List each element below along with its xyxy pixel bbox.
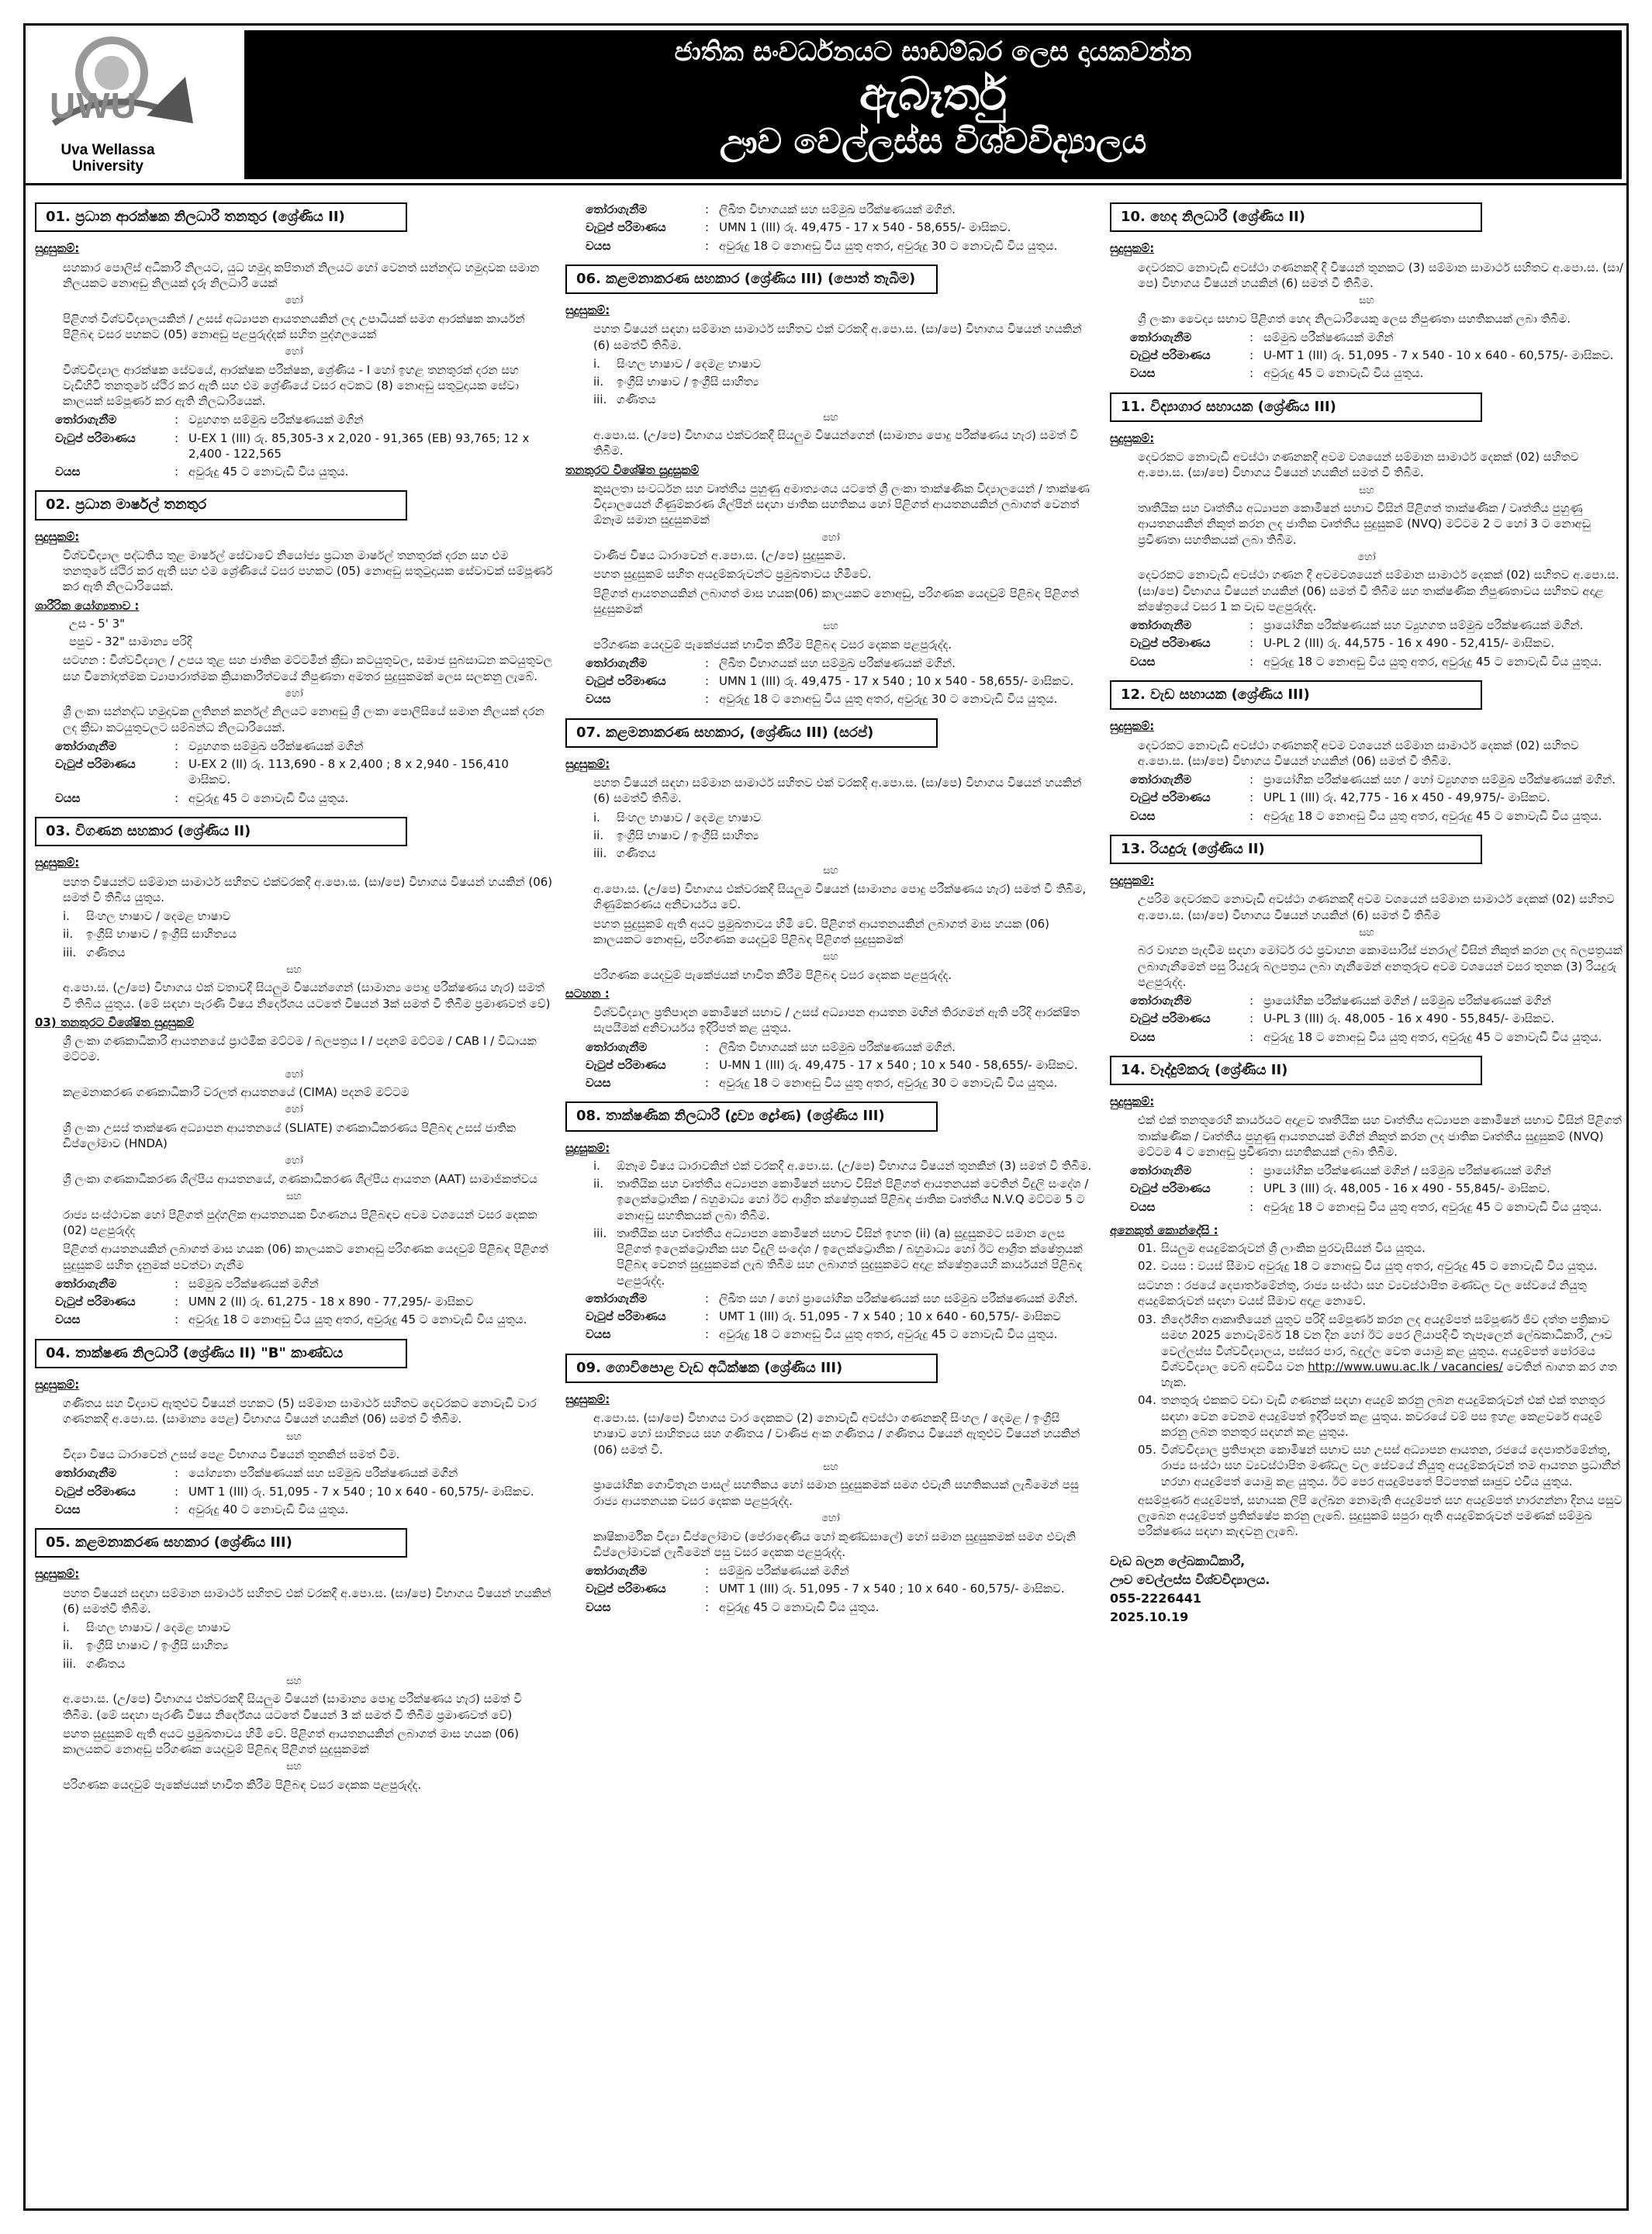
selection-row: තෝරාගැනීම : ලිඛිත විභාගයක් සහ සම්මුඛ පරීක්ෂණයක් මගින්.	[586, 202, 956, 216]
logo-letters: UWU	[50, 85, 137, 126]
general-title: අනෙකුත් කොන්දේසි :	[1110, 1222, 1218, 1237]
section-01: 01. ප්‍රධාන ආරක්ෂක නිලධාරී තනතුර (ශ්‍රේණිය II) සුදුසුකම්: සහකාර පොලිස් අධිකාරී නිලයට, යුධ හමුදා කපිතාන් නිලයට හෝ වෙනත් සන්නද්ධ හමුදාවක සමාන නිලයකට නොඅඩු නිලයක් දැරූ නිලධාරී යෙක් හෝ පිළිගත් විශ්වවිද්‍යාලයකින් / උසස් අධ්‍යාපන ආයතනයකින් ලද උපාධියක් සමග ආරක්ෂක කාර්යන් පිළිබඳ වසර පහකට (05) නොඅඩු පළපුරුද්දක් සහිත පුද්ගලයෙක් හෝ විශ්වවිද්‍යාල ආරක්ෂක සේවයේ, ආරක්ෂක පරීක්ෂක, ශ්‍රේණිය - I හෝ ඉහළ තනතුරක් දරන සහ වැඩිහිටි තනතුරේ ස්ථිර කර ඇති සහ එම ශ්‍රේණියේ වසර අටකට (8) නොඅඩු සතුටුදායක සේවා කාලයක් සම්පූර්ණ කර ඇති නිලධාරියෙක්. තෝරාගැනීම : ව්‍යුහගත සම්මුඛ පරීක්ෂණයක් මගින් වැටුප් පරිමාණය : U-EX 1 (III) රු. 85,305-3 x 2,020 - 91,365 (EB) 93,765; 12 x 2,400 - 122,565 වයස : අවුරුදු 45 ට නොවැඩි විය යුතුය.	[35, 199, 553, 479]
column-1	[35, 199, 553, 2208]
section-title: 09. ගොවිපොළ වැඩ අධීක්ෂක (ශ්‍රේණිය III)	[565, 1354, 938, 1383]
section-09: 09. ගොවිපොළ වැඩ අධීක්ෂක (ශ්‍රේණිය III) සුදුසුකම්: අ.පො.ස. (සා/පෙ) විභාගය වාර දෙකකට (2) නොවැඩි අවස්ථා ගණනකදී සිංහල / දෙමළ / ඉංග්‍රීසි භාෂාව හෝ සාහිත්‍යය සහ ගණිතය / වාණිජ අංක ගණිතය / ගණිතය විෂයන් ඇතුළුව විෂයන් හයකින් (06) සමත් වී. සහ ප්‍රායෝගික ගොවිතැන පාසල් සහතිකය හෝ සමාන සුදුසුකමක් සමග එවැනි සහතිකයක් ලැබීමෙන් පසු රාජ්‍ය ආයතනයක වසර දෙකක පළපුරුද්ද. හෝ කෘෂිකාර්මික විද්‍යා ඩිප්ලෝමාව (පේරාදෙණිය හෝ කුණ්ඩසාලේ) හෝ සමාන සුදුසුකමක් සමග එවැනි ඩිප්ලෝමාවක් ලැබීමෙන් පසු වසර දෙකක පළපුරුද්ද. තෝරාගැනීම : සම්මුඛ පරීක්ෂණයක් මගින් වැටුප් පරිමාණය : UMT 1 (III) රු. 51,095 - 7 x 540 ; 10 x 640 - 60,575/- මාසිකව. වයස : අවුරුදු 45 ට නොවැඩි විය යුතුය.	[565, 1350, 1096, 1615]
section-title: 06. කළමනාකරණ සහකාර (ශ්‍රේණිය III) (පොත් තැබීම)	[565, 265, 938, 294]
column-2	[565, 199, 1096, 2208]
section-14: 14. වෑද්දුම්කරු (ශ්‍රේණිය II) සුදුසුකම්: එක් එක් තනතුරෙහි කාර්යයට අදාළව තෘතීයික සහ වෘත්තීය අධ්‍යාපන කොමිෂන් සභාව විසින් පිළිගත් තාක්ෂණික / වෘත්තීය පුහුණු ආයතනයක් මගින් නිකුත් කරන ලද ජාතික වෘත්තීය සුදුසුකම් (NVQ) මට්ටම 4 ට නොඅඩු ප්‍රවීණතා සහතිකයක් ලබා තිබීම. තෝරාගැනීම : ප්‍රායෝගික පරීක්ෂණයක් මගින් / සම්මුඛ පරීක්ෂණයක් මගින් වැටුප් පරිමාණය : UPL 3 (III) රු. 48,005 - 16 x 490 - 55,845/- මාසිකව. වයස : අවුරුදු 18 ට නොඅඩු විය යුතු අතර, අවුරුදු 45 ට නොවැඩි විය යුතුය.	[1110, 1053, 1623, 1215]
advertisement-frame	[23, 23, 1629, 2211]
issue-date: 2025.10.19	[1110, 1609, 1189, 1624]
selection-row: තෝරාගැනීම : ප්‍රායෝගික පරීක්ෂණයක් සහ ව්‍යුහගත සම්මුඛ පරීක්ෂණයක් මගින්.	[1130, 618, 1584, 633]
selection-row: තෝරාගැනීම : ලිඛිත විභාගයක් සහ සම්මුඛ පරීක්ෂණයක් මගින්.	[586, 655, 956, 670]
section-title: 04. තාක්ෂණ නිලධාරී (ශ්‍රේණිය II) "B" කාණ්ඩය	[35, 1339, 407, 1368]
age-row: වයස : අවුරුදු 45 ට නොවැඩි විය යුතුය.	[55, 465, 349, 479]
selection-row: තෝරාගැනීම : සම්මුඛ පරීක්ෂණයක් මගින්	[1130, 330, 1394, 344]
section-03: 03. විගණන සහකාර (ශ්‍රේණිය II) සුදුසුකම්: පහත විෂයන්ට සම්මාන සාමාර්ථ සහිතව එක්වරකදී අ.පො.ස. (සා/පෙ) විභාගය විෂයන් හයකින් (06) සමත් වී තිබිය යුතුය. i. සිංහල භාෂාව / දෙමළ භාෂාව ii. ඉංග්‍රීසි භාෂාව / ඉංග්‍රීසි සාහිත්‍යය iii. ගණිතය සහ අ.පො.ස. (උ/පෙ) විභාගය එක් වතාවදී සියලුම විෂයන්ගෙන් (සාමාන්‍ය පොදු පරීක්ෂණය හැර) සමත් වී තිබිය යුතුය. (මේ සඳහා පැරණි විෂය නිර්දේශය යටතේ විෂයන් 3ක් සමත් වී තිබීම ප්‍රමාණවත් වේ) 03) තනතුරට විශේෂිත සුදුසුකම් ශ්‍රී ලංකා ගණකාධිකාරී ආයතනයේ ප්‍රාථමික මට්ටම / බලපත්‍රය I / පදනම් මට්ටම / CAB I / විධායක මට්ටම. හෝ කළමනාකරණ ගණකාධිකාරී වරලත් ආයතනයේ (CIMA) පදනම් මට්ටම හෝ ශ්‍රී ලංකා උසස් තාක්ෂණ අධ්‍යාපන ආයතනයේ (SLIATE) ගණකාධිකරණය පිළිබඳ උසස් ජාතික ඩිප්ලෝමාව (HNDA) හෝ ශ්‍රී ලංකා ගණකාධිකරණ ශිල්පීය ආයතනයේ, ගණකාධිකරණ ශිල්පීය ආයතන (AAT) සාමාජිකත්වය සහ රාජ්‍ය සංස්ථාවක හෝ පිළිගත් පුද්ගලික ආයතනයක විගණනය පිළිබඳව අවම වශයෙන් වසර දෙකක (02) පළපුරුද්ද පිළිගත් ආයතනයකින් ලබාගත් මාස හයක (06) කාලයකට නොඅඩු පරිගණක යෙදවුම් පිළිබඳ පිළිගත් සුදුසුකම් සහිත දැනුමක් පවත්වා ගැනීම තෝරාගැනීම : සම්මුඛ පරීක්ෂණයක් මගින් වැටුප් පරිමාණය : UMN 2 (II) රු. 61,275 - 18 x 890 - 77,295/- මාසිකව වයස : අවුරුදු 18 ට නොඅඩු විය යුතු අතර, අවුරුදු 45 ට නොවැඩි විය යුතුය.	[35, 814, 553, 1328]
salary-row: වැටුප් පරිමාණය : U-PL 3 (III) රු. 48,005 - 16 x 490 - 55,845/- මාසිකව.	[1130, 1012, 1555, 1026]
section-12: 12. වැඩ සහායක (ශ්‍රේණිය III) සුදුසුකම්: දෙවරකට නොවැඩි අවස්ථා ගණනකදී අවම වශයෙන් සම්මාන සාමාර්ථ දෙකක් (02) සහිතව අ.පො.ස. (සා/පෙ) විභාගය විෂයන් හයකින් (06) සමත් වී තිබීම. තෝරාගැනීම : ප්‍රායෝගික පරීක්ෂණයක් සහ / හෝ ව්‍යුහගත සම්මුඛ පරීක්ෂණයක් මගින්. වැටුප් පරිමාණය : UPL 1 (III) රු. 42,775 - 16 x 450 - 49,975/- මාසිකව. වයස : අවුරුදු 18 ට නොඅඩු විය යුතු අතර, අවුරුදු 45 ට නොවැඩි විය යුතුය.	[1110, 677, 1623, 824]
phone-number: 055-2226441	[1110, 1590, 1201, 1606]
selection-row: තෝරාගැනීම : ලිඛිත විභාගයක් සහ සම්මුඛ පරීක්ෂණයක් මගින්.	[586, 1039, 956, 1054]
section-title: 12. වැඩ සහායක (ශ්‍රේණිය III)	[1110, 680, 1482, 710]
salary-row: වැටුප් පරිමාණය : U-EX 1 (III) රු. 85,305-3 x 2,020 - 91,365 (EB) 93,765; 12 x 2,400 - 122,565	[55, 431, 530, 461]
title-banner	[244, 30, 1622, 179]
age-row: වයස : අවුරුදු 18 ට නොඅඩු විය යුතු අතර, අවුරුදු 30 ට නොවැඩි විය යුතුය.	[586, 692, 1058, 707]
section-04: 04. තාක්ෂණ නිලධාරී (ශ්‍රේණිය II) "B" කාණ්ඩය සුදුසුකම්: ගණිතය සහ විද්‍යාව ඇතුළුව විෂයන් පහකට (5) සම්මාන සාමාර්ථ සහිතව දෙවරකට නොවැඩි වාර ගණනකදී අ.පො.ස. (සාමාන්‍ය පෙළ) විභාගය විෂයන් හයකින් (06) සමත් වී තිබීම. සහ විද්‍යා විෂය ධාරාවෙන් උසස් පෙළ විභාගය විෂයන් තුනකින් සමත් වීම. තෝරාගැනීම : යෝග්‍යතා පරීක්ෂණයක් සහ සම්මුඛ පරීක්ෂණයක් මගින් වැටුප් පරිමාණය : UMT 1 (III) රු. 51,095 - 7 x 540 ; 10 x 640 - 60,575/- මාසිකව. වයස : අවුරුදු 40 ට නොවැඩි විය යුතුය.	[35, 1336, 553, 1518]
banner-slogan: ජාතික සංවර්ධනයට සාඩම්බර ලෙස දායකවන්න	[674, 36, 1192, 67]
age-row: වයස : අවුරුදු 45 ට නොවැඩි විය යුතුය.	[586, 1599, 880, 1614]
age-row: වයස : අවුරුදු 45 ට නොවැඩි විය යුතුය.	[1130, 366, 1424, 381]
quals-label: සුදුසුකම්:	[35, 241, 80, 256]
section-title: 08. තාක්ෂණික නිලධාරී (ද්‍රව්‍ය ද්‍රෝණ) (ශ්‍රේණිය III)	[565, 1101, 938, 1131]
selection-row: තෝරාගැනීම : ලිඛිත සහ / හෝ ප්‍රායෝගික පරීක්ෂණයක් සහ සම්මුඛ පරීක්ෂණයක් මගින්.	[586, 1291, 1078, 1305]
age-row: වයස : අවුරුදු 18 ට නොඅඩු විය යුතු අතර, අවුරුදු 45 ට නොවැඩි විය යුතුය.	[1130, 654, 1602, 669]
section-title: 10. හෙද නිලධාරී (ශ්‍රේණිය II)	[1110, 202, 1482, 232]
salary-row: වැටුප් පරිමාණය : UPL 3 (III) රු. 48,005 - 16 x 490 - 55,845/- මාසිකව.	[1130, 1181, 1550, 1196]
salary-row: වැටුප් පරිමාණය : UMT 1 (III) රු. 51,095 - 7 x 540 ; 10 x 640 - 60,575/- මාසිකව.	[586, 1582, 1065, 1596]
salary-row: වැටුප් පරිමාණය : UMN 1 (III) රු. 49,475 - 17 x 540 ; 10 x 540 - 58,655/- මාසිකව.	[586, 674, 1074, 689]
header	[26, 26, 1626, 185]
section-title: 14. වෑද්දුම්කරු (ශ්‍රේණිය II)	[1110, 1056, 1482, 1085]
section-13: 13. රියදුරු (ශ්‍රේණිය II) සුදුසුකම්: උපරිම දෙවරකට නොවැඩි අවස්ථා ගණනකදී අවම වශයෙන් සම්මාන සාමාර්ථ දෙකක් (02) සහිතව අ.පො.ස. (සා/පෙ) විභාගය විෂයන් හයකින් (6) සමත් වී තිබීම සහ බර වාහන පැදවීම සඳහා මෝටර් රථ ප්‍රවාහන කොමසාරිස් ජනරාල් විසින් නිකුත් කරන ලද බලපත්‍රයක් ලබාගැනීමෙන් පසු රියදුරු බලපත්‍රය ලබා ගැනීමෙන් අනතුරුව අවම වශයෙන් වසර තුනක (3) රියදුරු පළපුරුද්ද. තෝරාගැනීම : ප්‍රායෝගික පරීක්ෂණයක් මගින් / සම්මුඛ පරීක්ෂණයක් මගින් වැටුප් පරිමාණය : U-PL 3 (III) රු. 48,005 - 16 x 490 - 55,845/- මාසිකව. වයස : අවුරුදු 18 ට නොඅඩු විය යුතු අතර, අවුරුදු 45 ට නොවැඩි විය යුතුය.	[1110, 832, 1623, 1045]
salary-row: වැටුප් පරිමාණය : U-MT 1 (III) රු. 51,095 - 7 x 540 - 10 x 640 - 60,575/- මාසිකව.	[1130, 348, 1614, 363]
age-row: වයස : අවුරුදු 18 ට නොඅඩු විය යුතු අතර, අවුරුදු 45 ට නොවැඩි විය යුතුය.	[1130, 1199, 1602, 1214]
selection-row: තෝරාගැනීම : යෝග්‍යතා පරීක්ෂණයක් සහ සම්මුඛ පරීක්ෂණයක් මගින්	[55, 1466, 458, 1481]
selection-row: තෝරාගැනීම : ප්‍රායෝගික පරීක්ෂණයක් මගින් / සම්මුඛ පරීක්ෂණයක් මගින්	[1130, 994, 1551, 1008]
column-3	[1110, 199, 1623, 2208]
age-row: වයස : අවුරුදු 18 ට නොඅඩු විය යුතු අතර, අවුරුදු 45 ට නොවැඩි විය යුතුය.	[1130, 808, 1602, 823]
selection-row: තෝරාගැනීම : ව්‍යුහගත සම්මුඛ පරීක්ෂණයක් මගින්	[55, 738, 364, 753]
logo-name: Uva Wellassa University	[60, 142, 155, 175]
section-07: 07. කළමනාකරණ සහකාර, (ශ්‍රේණිය III) (සරප්) සුදුසුකම්: පහත විෂයන් සඳහා සම්මාන සාමාර්ථ සහිතව එක් වරකදී අ.පො.ස. (සා/පෙ) විභාගය විෂයන් හයකින් (6) සමත්වී තිබීම. i. සිංහල භාෂාව / දෙමළ භාෂාව ii. ඉංග්‍රීසි භාෂාව / ඉංග්‍රීසි සාහිත්‍ය iii. ගණිතය සහ අ.පො.ස. (උ/පෙ) විභාගය එක්වරකදී සියලුම විෂයන් (සාමාන්‍ය පොදු පරීක්ෂණය හැර) සමත් වී තිබීම, ගිණුම්කරණය අනිවාර්යය වේ. පහත සුදුසුකම් ඇති අයට ප්‍රමුඛතාවය හිමි වේ. පිළිගත් ආයතනයකින් ලබාගත් මාස හයක (06) කාලයකට නොඅඩු, පරිගණක යෙදවුම් පිළිබඳ පිළිගත් සුදුසුකමක් සහ පරිගණක යෙදවුම් පැකේජයක් භාවිත කිරීම පිළිබඳ වසර දෙකක පළපුරුද්ද. සටහන : විශ්වවිද්‍යාල ප්‍රතිපාදන කොමිෂන් සභාව / උසස් අධ්‍යාපන ආයතන මඟින් තිරගමන් ඇති පරිදි ආරක්ෂිත සැපයීමක් අනිවාර්යය ඉදිරිපත් කළ යුතුය. තෝරාගැනීම : ලිඛිත විභාගයක් සහ සම්මුඛ පරීක්ෂණයක් මගින්. වැටුප් පරිමාණය : U-MN 1 (III) රු. 49,475 - 17 x 540 ; 10 x 540 - 58,655/- මාසිකව. වයස : අවුරුදු 18 ට නොඅඩු විය යුතු අතර, අවුරුදු 30 ට නොවැඩි විය යුතුය.	[565, 715, 1096, 1091]
section-title: 03. විගණන සහකාර (ශ්‍රේණිය II)	[35, 817, 407, 846]
section-title: 01. ප්‍රධාන ආරක්ෂක නිලධාරී තනතුර (ශ්‍රේණිය II)	[35, 202, 407, 232]
salary-row: වැටුප් පරිමාණය : U-PL 2 (III) රු. 44,575 - 16 x 490 - 52,415/- මාසිකව.	[1130, 636, 1555, 651]
signature-block: වැඩ බලන ලේඛකාධිකාරී, ඌව වෙල්ලස්ස විශ්වවිද්‍යාලය. 055-2226441 2025.10.19	[1110, 1552, 1623, 1627]
section-11: 11. විද්‍යාගාර සහායක (ශ්‍රේණිය III) සුදුසුකම්: දෙවරකට නොවැඩි අවස්ථා ගණනකදී අවම වශයෙන් සම්මාන සාමාර්ථ දෙකක් (02) සහිතව අ.පො.ස. (සා/පෙ) විභාගය විෂයන් හයකින් සමත් වී තිබීම. සහ තෘතීයික සහ වෘත්තීය අධ්‍යාපන කොමිෂන් සභාව විසින් පිළිගත් තාක්ෂණික / වෘත්තීය පුහුණු ආයතනයකින් නිකුත් කරන ලද ජාතික වෘත්තීය සුදුසුකම් (NVQ) මට්ටම 2 ට හෝ 3 ට නොඅඩු ප්‍රවීණතා සහතිකයක් ලබා තිබීම. හෝ දෙවරකට නොවැඩි අවස්ථා ගණන දී අවමවශයෙන් සම්මාන සාමාර්ථ දෙකක් (02) සහිතව අ.පො.ස. (සා/පෙ) විභාගය විෂයන් හයකින් (06) සමත් වී තිබීම සහ තාක්ෂණික නිපුණතාවය සහිතව අදාළ ක්ෂේත්‍රයේ වසර 1 ක වැඩ පළපුරුද්ද. තෝරාගැනීම : ප්‍රායෝගික පරීක්ෂණයක් සහ ව්‍යුහගත සම්මුඛ පරීක්ෂණයක් මගින්. වැටුප් පරිමාණය : U-PL 2 (III) රු. 44,575 - 16 x 490 - 52,415/- මාසිකව. වයස : අවුරුදු 18 ට නොඅඩු විය යුතු අතර, අවුරුදු 45 ට නොවැඩි විය යුතුය.	[1110, 389, 1623, 669]
salary-row: වැටුප් පරිමාණය : UMN 2 (II) රු. 61,275 - 18 x 890 - 77,295/- මාසිකව	[55, 1295, 474, 1309]
section-title: 02. ප්‍රධාන මාර්ෂල් තනතුර	[35, 490, 407, 520]
salary-row: වැටුප් පරිමාණය : UPL 1 (III) රු. 42,775 - 16 x 450 - 49,975/- මාසිකව.	[1130, 790, 1550, 805]
banner-university: ඌව වෙල්ලස්ස විශ්වවිද්‍යාලය	[719, 121, 1147, 161]
section-02: 02. ප්‍රධාන මාර්ෂල් තනතුර සුදුසුකම්: විශ්වවිද්‍යාල පද්ධතිය තුළ මාර්ෂල් සේවාවේ නියෝජ්‍ය ප්‍රධාන මාර්ෂල් තනතුරක් දරන සහ එම තනතුරේ ස්ථිර කර ඇති සහ එම ශ්‍රේණියේ වසර පහකට (05) නොඅඩු සතුටුදායක සේවාවක් සම්පූර්ණ කර ඇති නිලධාරියෙක්. ශාරීරික යෝග්‍යතාව : උස - 5' 3" පපුව - 32" සාමාන්‍ය පරිදි සටහන : විශ්වවිද්‍යාල / උපය තුළ සහ ජාතික මට්ටමින් ක්‍රීඩා කටයුතුවල, සමාජ සුබසාධන කටයුතුවල සහ විනෝදාත්මක ව්‍යාපාරාත්මක ක්‍රියාකාරීත්වයේ නිපුණතා අමතර සුදුසුකමක් ලෙස සලකනු ලැබේ. හෝ ශ්‍රී ලංකා සන්නද්ධ හමුදාවක ලුතිනන් කර්නල් නිලයට නොඅඩු ශ්‍රී ලංකා පොලිසියේ සමාන නිලයක් දරන ලද ක්‍රීඩා කටයුතුවලට සම්බන්ධ නිලධාරියෙක්. තෝරාගැනීම : ව්‍යුහගත සම්මුඛ පරීක්ෂණයක් මගින් වැටුප් පරිමාණය : U-EX 2 (II) රු. 113,690 - 8 x 2,400 ; 8 x 2,940 - 156,410 මාසිකව. වයස : අවුරුදු 45 ට නොවැඩි විය යුතුය.	[35, 487, 553, 806]
age-row: වයස : අවුරුදු 18 ට නොඅඩු විය යුතු අතර, අවුරුදු 30 ට නොවැඩි විය යුතුය.	[586, 1076, 1058, 1091]
uwu-logo	[30, 30, 224, 179]
age-row: වයස : අවුරුදු 18 ට නොඅඩු විය යුතු අතර, අවුරුදු 45 ට නොවැඩි විය යුතුය.	[55, 1312, 527, 1327]
section-05-continued	[565, 202, 1096, 254]
selection-row: තෝරාගැනීම : ව්‍යුහගත සම්මුඛ පරීක්ෂණයක් මගින්	[55, 413, 364, 427]
salary-row: වැටුප් පරිමාණය : UMT 1 (III) රු. 51,095 - 7 x 540 ; 10 x 640 - 60,575/- මාසිකව.	[55, 1484, 534, 1499]
vacancies-link[interactable]: http://www.uwu.ac.lk / vacancies/	[1308, 1359, 1503, 1374]
age-row: වයස : අවුරුදු 18 ට නොඅඩු විය යුතු අතර, අවුරුදු 30 ට නොවැඩි විය යුතුය.	[586, 238, 1058, 253]
section-title: 13. රියදුරු (ශ්‍රේණිය II)	[1110, 835, 1482, 864]
section-title: 11. විද්‍යාගාර සහායක (ශ්‍රේණිය III)	[1110, 393, 1482, 422]
age-row: වයස : අවුරුදු 18 ට නොඅඩු විය යුතු අතර, අවුරුදු 45 ට නොවැඩි විය යුතුය.	[586, 1327, 1058, 1342]
general-conditions: අනෙකුත් කොන්දේසි : 01. සියලුම අයදුම්කරුවන් ශ්‍රී ලාංකික පුරවැසියන් විය යුතුය. 02. වයස : වයස් සීමාව අවුරුදු 18 ට නොඅඩු විය යුතු අතර, අවුරුදු 45 ට නොවැඩි විය යුතුය. සටහන : රජයේ දෙපාර්තමේන්තු, රාජ්‍ය සංස්ථා සහ ව්‍යවස්ථාපිත මණ්ඩල වල සේවයේ නියුතු අයදුම්කරුවන් සඳහා වයස් සීමාව අදාළ නොවේ. 03. නිර්දේශිත ආකෘතියෙන් යුතුව පරිදි සම්පූර්ණ කරන ලද අයදුම්පත් සම්පූර්ණ ජීව දත්ත පත්‍රිකාව සමඟ 2025 නොවැම්බර් 18 වන දින හෝ ඊට පෙර ලියාපදිංචි තැපෑලෙන් ලේඛකාධිකාරී, ඌව වෙල්ලස්ස විශ්වවිද්‍යාලය, පස්සර පාර, බදුල්ල වෙත යොමු කළ යුතුය. අයදුම්පත් පෝරමය විශ්වවිද්‍යාල වෙබ් අඩවිය වන http://www.uwu.ac.lk / vacancies/ වෙතින් බාගත කර ගත හැක. 04. තනතුරු එකකට වඩා වැඩි ගණනක් සඳහා අයදුම් කරනු ලබන අයදුම්කරුවන් එක් එක් තනතුර සඳහා වෙන වෙනම අයදුම්පත් ඉදිරිපත් කළ යුතුය. කවරයේ වම් පස ඉහළ කෙළවරේ අයදුම් කරනු ලබන තනතුර සඳහන් කළ යුතුය. 05. විශ්වවිද්‍යාල ප්‍රතිපාදන කොමිෂන් සභාව සහ උසස් අධ්‍යාපන ආයතන, රජයේ දෙපාර්තමේන්තු, රාජ්‍ය සංස්ථා සහ ව්‍යවස්ථාපිත මණ්ඩල වල සේවයේ නියුතු අයදුම්කරුවන් තම ආයතන ප්‍රධානීන් හරහා අයදුම්පත් යොමු කළ යුතුය. ඊට පෙර අයදුම්පතේ පිටපතක් සෘජුව එවිය යුතුය. අසම්පූර්ණ අයදුම්පත්, සහායක ලිපි ලේඛන නොමැති අයදුම්පත් සහ අයදුම්පත් භාරගන්නා දිනය පසුව ලැබෙන අයදුම්පත් ප්‍රතික්ෂේප කරනු ලැබේ. සුදුසුකම් සපුරා ඇති අයදුම්කරුවන් පමණක් සම්මුඛ පරීක්ෂණය සඳහා කැඳවනු ලැබේ. වැඩ බලන ලේඛකාධිකාරී, ඌව වෙල්ලස්ස විශ්වවිද්‍යාලය. 055-2226441 2025.10.19	[1110, 1222, 1623, 1627]
age-row: වයස : අවුරුදු 18 ට නොඅඩු විය යුතු අතර, අවුරුදු 45 ට නොවැඩි විය යුතුය.	[1130, 1029, 1602, 1044]
age-row: වයස : අවුරුදු 40 ට නොවැඩි විය යුතුය.	[55, 1502, 349, 1516]
section-10: 10. හෙද නිලධාරී (ශ්‍රේණිය II) සුදුසුකම්: දෙවරකට නොවැඩි අවස්ථා ගණනකදී දී විෂයන් තුනකට (3) සම්මාන සාමාර්ථ සහිතව අ.පො.ස. (සා/පෙ) විභාගය විෂයන් හයකින් (6) සමත් වී තිබීම. සහ ශ්‍රී ලංකා වෛද්‍ය සභාව පිළිගත් හෙද නිලධාරියෙකු ලෙස නිපුණතා සහතිකයක් ලබා තිබීම. තෝරාගැනීම : සම්මුඛ පරීක්ෂණයක් මගින් වැටුප් පරිමාණය : U-MT 1 (III) රු. 51,095 - 7 x 540 - 10 x 640 - 60,575/- මාසිකව. වයස : අවුරුදු 45 ට නොවැඩි විය යුතුය.	[1110, 199, 1623, 382]
section-06: 06. කළමනාකරණ සහකාර (ශ්‍රේණිය III) (පොත් තැබීම) සුදුසුකම්: පහත විෂයන් සඳහා සම්මාන සාමාර්ථ සහිතව එක් වරකදී අ.පො.ස. (සා/පෙ) විභාගය විෂයන් හයකින් (6) සමත්වී තිබීම. i. සිංහල භාෂාව / දෙමළ භාෂාව ii. ඉංග්‍රීසි භාෂාව / ඉංග්‍රීසි සාහිත්‍ය iii. ගණිතය සහ අ.පො.ස. (උ/පෙ) විභාගය එක්වරකදී සියලුම විෂයන්ගෙන් (සාමාන්‍ය පොදු පරීක්ෂණය හැර) සමත් වී තිබීම. තනතුරට විශේෂිත සුදුසුකම් කුසලතා සංවර්ධන සහ වෘත්තීය පුහුණු අමාත්‍යංශය යටතේ ශ්‍රී ලංකා තාක්ෂණික විද්‍යාලයෙන් / තාක්ෂණ විද්‍යාලයෙන් ගිණුම්කරණ ශිල්පීන් සඳහා ජාතික සහතිකය හෝ පිළිගත් ආයතනයකින් ලබාගත් වෙනත් ඕනෑම සමාන සුදුසුකමක් හෝ වාණිජ විෂය ධාරාවෙන් අ.පො.ස. (උ/පෙ) සුදුසුකම. පහත සුදුසුකම් සහිත අයදුම්කරුවන්ට ප්‍රමුඛතාවය හිමිවේ. පිළිගත් ආයතනයකින් ලබාගත් මාස හයක(06) කාලයකට නොඅඩු, පරිගණක යෙදවුම් පිළිබඳ පිළිගත් සුදුසුකමක් සහ පරිගණක යෙදවුම් පැකේජයක් භාවිත කිරීම පිළිබඳ වසර දෙකක පළපුරුද්ද. තෝරාගැනීම : ලිඛිත විභාගයක් සහ සම්මුඛ පරීක්ෂණයක් මගින්. වැටුප් පරිමාණය : UMN 1 (III) රු. 49,475 - 17 x 540 ; 10 x 540 - 58,655/- මාසිකව. වයස : අවුරුදු 18 ට නොඅඩු විය යුතු අතර, අවුරුදු 30 ට නොවැඩි විය යුතුය.	[565, 261, 1096, 707]
banner-vacancies: ඇබෑර්තු	[859, 67, 1007, 120]
salary-row: වැටුප් පරිමාණය : U-MN 1 (III) රු. 49,475 - 17 x 540 ; 10 x 540 - 58,655/- මාසිකව.	[586, 1057, 1078, 1072]
selection-row: තෝරාගැනීම : ප්‍රායෝගික පරීක්ෂණයක් සහ / හෝ ව්‍යුහගත සම්මුඛ පරීක්ෂණයක් මගින්.	[1130, 773, 1616, 787]
section-05: 05. කළමනාකරණ සහකාර (ශ්‍රේණිය III) සුදුසුකම්: පහත විෂයන් සඳහා සම්මාන සාමාර්ථ සහිතව එක් වරකදී අ.පො.ස. (සා/පෙ) විභාගය විෂයන් හයකින් (6) සමත්වී තිබීම. i. සිංහල භාෂාව / දෙමළ භාෂාව ii. ඉංග්‍රීසි භාෂාව / ඉංග්‍රීසි සාහිත්‍ය iii. ගණිතය සහ අ.පො.ස. (උ/පෙ) විභාගය එක්වරකදී සියලුම විෂයන් (සාමාන්‍ය පොදු පරීක්ෂණය හැර) සමත් වී තිබීම. (මේ සඳහා පැරණි විෂය නිර්දේශය යටතේ විෂයන් 3 ක් සමත් වී තිබීම ප්‍රමාණවත් වේ) පහත සුදුසුකම් ඇති අයට ප්‍රමුඛතාවය හිමි වේ. පිළිගත් ආයතනයකින් ලබාගත් මාස හයක (06) කාලයකට නොඅඩු පරිගණක යෙදවුම් පිළිබඳ පිළිගත් සුදුසුකමක් සහ පරිගණක යෙදවුම් පැකේජයක් භාවිත කිරීම පිළිබඳ වසර දෙකක පළපුරුද්ද.	[35, 1525, 553, 1793]
salary-row: වැටුප් පරිමාණය : UMT 1 (III) රු. 51,095 - 7 x 540 ; 10 x 640 - 60,575/- මාසිකව	[586, 1309, 1061, 1324]
salary-row: වැටුප් පරිමාණය : U-EX 2 (II) රු. 113,690 - 8 x 2,400 ; 8 x 2,940 - 156,410 මාසිකව.	[55, 757, 509, 787]
section-title: 05. කළමනාකරණ සහකාර (ශ්‍රේණිය III)	[35, 1528, 407, 1558]
selection-row: තෝරාගැනීම : ප්‍රායෝගික පරීක්ෂණයක් මගින් / සම්මුඛ පරීක්ෂණයක් මගින්	[1130, 1164, 1551, 1178]
selection-row: තෝරාගැනීම : සම්මුඛ පරීක්ෂණයක් මගින්	[55, 1276, 319, 1291]
section-08: 08. තාක්ෂණික නිලධාරී (ද්‍රව්‍ය ද්‍රෝණ) (ශ්‍රේණිය III) සුදුසුකම්: i. ඕනෑම විෂය ධාරාවකින් එක් වරකදී අ.පො.ස. (උ/පෙ) විභාගය විෂයන් තුනකින් (3) සමත් වී තිබීම. ii. තෘතීයික සහ වෘත්තීය අධ්‍යාපන කොමිෂන් සභාව විසින් පිළිගත් ආයතනයක් වෙතින් විදුලි සංදේශ / ඉලෙක්ට්‍රොනික / බහුමාධ්‍ය හෝ ඊට ආශ්‍රිත ක්ෂේත්‍රයක් පිළිබඳ ජාතික වෘත්තීය N.V.Q මට්ටම 5 ට නොඅඩු සහතිකයක් ලබා තිබීම. iii. තෘතීයික සහ වෘත්තීය අධ්‍යාපන කොමිෂන් සභාව විසින් ඉහත (ii) (a) සුදුසුකමට සමාන ලෙස පිළිගත් ඉලෙක්ට්‍රොනික සහ විදුලි සංදේශ / ඉලෙක්ට්‍රොනික / බහුමාධ්‍ය හෝ ඊට ආශ්‍රිත ක්ෂේත්‍රයක් පිළිබඳ වෙනත් සුදුසුකමක් ලැබ තිබීම සහ ලබාගත් සුදුසුකමට අදාළ ක්ෂේත්‍රයෙහි කාර්යයන් පිළිබඳ පළපුරුද්ද. තෝරාගැනීම : ලිඛිත සහ / හෝ ප්‍රායෝගික පරීක්ෂණයක් සහ සම්මුඛ පරීක්ෂණයක් මගින්. වැටුප් පරිමාණය : UMT 1 (III) රු. 51,095 - 7 x 540 ; 10 x 640 - 60,575/- මාසිකව වයස : අවුරුදු 18 ට නොඅඩු විය යුතු අතර, අවුරුදු 45 ට නොවැඩි විය යුතුය.	[565, 1098, 1096, 1342]
salary-row: වැටුප් පරිමාණය : UMN 1 (III) රු. 49,475 - 17 x 540 - 58,655/- මාසිකව.	[586, 220, 1011, 235]
age-row: වයස : අවුරුදු 45 ට නොවැඩි විය යුතුය.	[55, 790, 349, 805]
section-title: 07. කළමනාකරණ සහකාර, (ශ්‍රේණිය III) (සරප්)	[565, 718, 938, 748]
selection-row: තෝරාගැනීම : සම්මුඛ පරීක්ෂණයක් මගින්	[586, 1564, 849, 1579]
